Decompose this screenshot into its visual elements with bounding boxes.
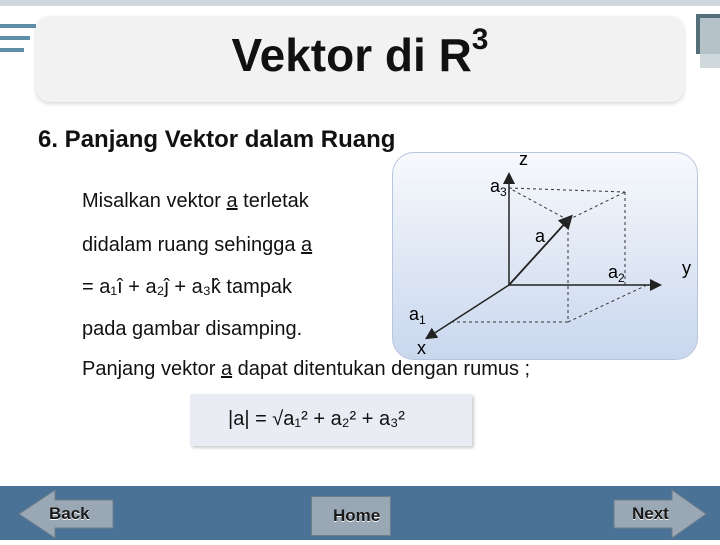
label-a2: $a_2$ (608, 262, 625, 285)
x-axis (430, 285, 509, 336)
label-a: a (535, 226, 546, 246)
title-box (36, 16, 684, 102)
back-button[interactable] (15, 488, 119, 540)
formula-box (190, 394, 472, 446)
paragraph-line-1: Misalkan vektor a terletak (82, 190, 309, 212)
back-label: Back (49, 504, 90, 523)
paragraph-line-4: pada gambar disamping. (82, 318, 303, 340)
label-x: x (417, 338, 426, 358)
home-button[interactable] (311, 492, 391, 538)
home-label: Home (333, 506, 381, 525)
paragraph-line-3: = a₁î + a₂ĵ + a₃k̂ tampak (82, 276, 292, 298)
paragraph-line-2: didalam ruang sehingga a (82, 234, 313, 256)
label-z: z (519, 149, 528, 169)
corner-decoration (0, 14, 36, 94)
section-heading: 6. Panjang Vektor dalam Ruang (38, 126, 396, 153)
projection-back (509, 188, 625, 192)
length-formula: |a| = √a₁² + a₂² + a₃² (228, 408, 405, 430)
next-label: Next (632, 504, 669, 523)
projection-top (568, 192, 625, 220)
projection-to-z (509, 188, 568, 220)
vector-3d-diagram (392, 140, 712, 360)
top-border (0, 0, 720, 6)
page-title: Vektor di $R^3$ (231, 22, 489, 81)
label-y: y (682, 258, 691, 278)
label-a1: $a_1$ (409, 304, 426, 327)
paragraph-line-5: Panjang vektor a dapat ditentukan dengan rumus ; (82, 358, 531, 380)
projection-to-y (568, 285, 647, 322)
next-button[interactable] (608, 488, 712, 540)
right-decoration-shadow (700, 18, 720, 68)
label-a3: $a_3$ (490, 176, 507, 199)
